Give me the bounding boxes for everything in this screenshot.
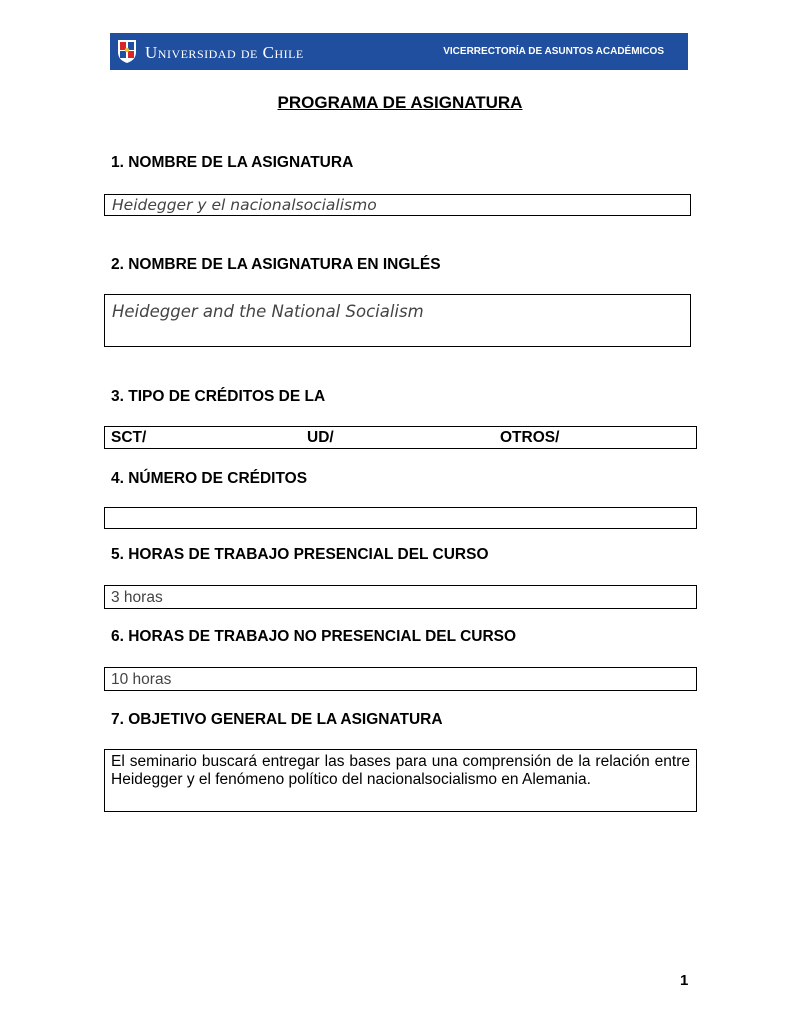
section-5-heading: 5. HORAS DE TRABAJO PRESENCIAL DEL CURSO	[111, 546, 489, 563]
credit-type-ud: UD/	[307, 429, 334, 446]
course-name-value: Heidegger y el nacionalsocialismo	[112, 196, 377, 214]
presential-hours-value: 3 horas	[111, 589, 163, 606]
section-3-heading: 3. TIPO DE CRÉDITOS DE LA	[111, 388, 326, 405]
document-title: PROGRAMA DE ASIGNATURA	[277, 93, 523, 112]
course-name-field	[104, 194, 691, 216]
section-6-heading: 6. HORAS DE TRABAJO NO PRESENCIAL DEL CURSO	[111, 628, 517, 645]
section-7-heading: 7. OBJETIVO GENERAL DE LA ASIGNATURA	[111, 711, 443, 728]
general-objective-field	[104, 749, 697, 812]
general-objective-text: El seminario buscará entregar las bases para una comprensión de la relación entre Heidegger y el fenómeno político del nacionalsocialismo en Alemania.	[111, 753, 690, 788]
course-name-english-value: Heidegger and the National Socialism	[112, 302, 424, 321]
course-name-english-field	[104, 294, 691, 347]
credit-type-otros: OTROS/	[500, 429, 560, 446]
credit-type-sct: SCT/	[111, 429, 147, 446]
presential-hours-field	[104, 585, 697, 609]
section-2-heading: 2. NOMBRE DE LA ASIGNATURA EN INGLÉS	[111, 256, 441, 273]
non-presential-hours-value: 10 horas	[111, 671, 172, 688]
section-4-heading: 4. NÚMERO DE CRÉDITOS	[111, 470, 308, 487]
university-name: Universidad de Chile	[145, 43, 304, 62]
section-1-heading: 1. NOMBRE DE LA ASIGNATURA	[111, 154, 354, 171]
university-crest-icon	[117, 38, 137, 64]
header-banner	[110, 33, 688, 70]
non-presential-hours-field	[104, 667, 697, 691]
credit-number-field	[104, 507, 697, 529]
office-name: VICERRECTORÍA DE ASUNTOS ACADÉMICOS	[443, 46, 664, 57]
credit-type-field	[104, 426, 697, 449]
page-number: 1	[680, 972, 689, 989]
